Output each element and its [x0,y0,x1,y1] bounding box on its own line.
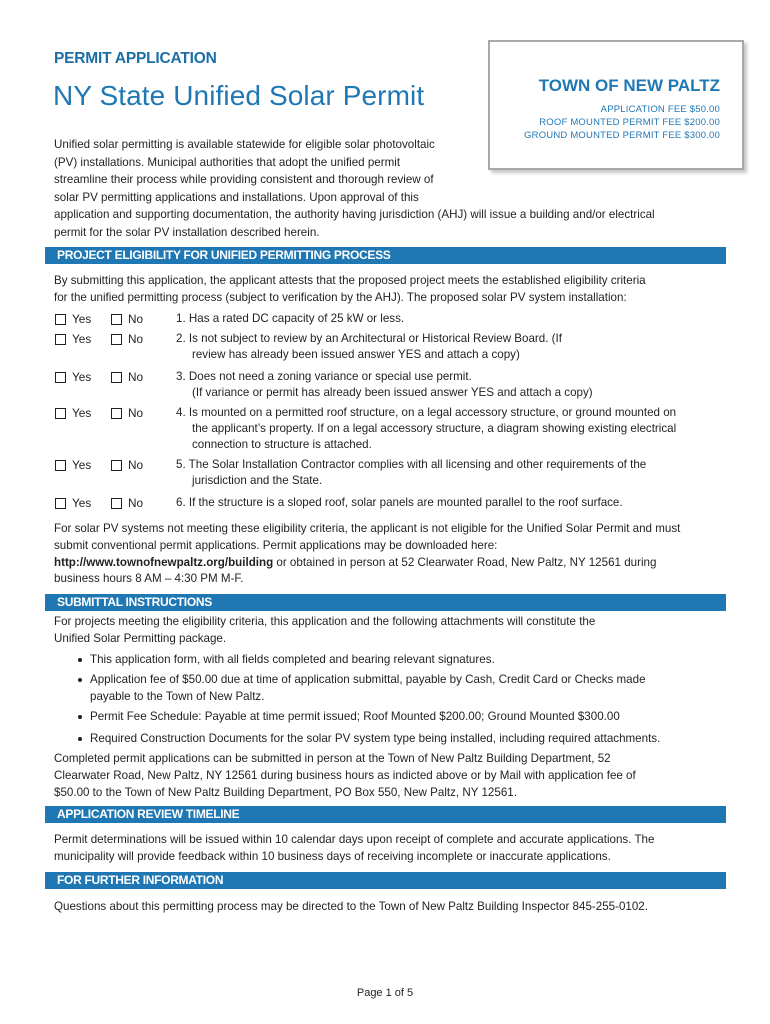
eligibility-heading: PROJECT ELIGIBILITY FOR UNIFIED PERMITTING PROCESS [45,247,726,264]
checkbox[interactable] [111,460,122,471]
list-item-text: This application form, with all fields completed and bearing relevant signatures. [90,653,495,666]
submittal-intro [54,614,734,648]
checkbox[interactable] [111,372,122,383]
intro-line: streamline their process while providing consistent and thorough review of [54,173,434,187]
criterion-1-yes[interactable] [55,312,91,326]
no-label: No [128,496,144,510]
bullet-icon [78,658,82,662]
intro-line: (PV) installations. Municipal authorities that adopt the unified permit [54,155,401,169]
yes-label: Yes [72,332,92,346]
business-hours: business hours 8 AM – 4:30 PM M-F. [54,572,244,586]
submittal-closing-line: Completed permit applications can be submitted in person at the Town of New Paltz Building Department, 52 [54,752,611,765]
criterion-4 [176,405,676,453]
checkbox[interactable] [111,334,122,345]
submittal-closing-line: $50.00 to the Town of New Paltz Building Department, PO Box 550, New Paltz, NY 12561. [54,785,517,799]
criterion-1-no[interactable] [111,312,143,326]
list-item [78,709,620,726]
info-text: Questions about this permitting process may be directed to the Town of New Paltz Building Inspector 845-255-0102. [54,900,648,913]
list-item-text: Permit Fee Schedule: Payable at time permit issued; Roof Mounted $200.00; Ground Mounted $300.00 [90,710,620,723]
intro-line: solar PV permitting applications and installations. Upon approval of this [54,190,419,204]
checkbox[interactable] [55,334,66,345]
town-name: TOWN OF NEW PALTZ [538,76,720,95]
checkbox[interactable] [55,408,66,419]
download-link[interactable]: http://www.townofnewpaltz.org/building [54,555,274,569]
bullet-icon [78,678,82,682]
criterion-text: 3. Does not need a zoning variance or special use permit. [176,370,472,383]
criterion-2-yes[interactable] [55,332,91,346]
list-item-text: Required Construction Documents for the solar PV system type being installed, including required attachments. [90,732,661,745]
yes-label: Yes [72,370,92,384]
criterion-text: jurisdiction and the State. [192,474,323,487]
ground-mounted-fee: GROUND MOUNTED PERMIT FEE $300.00 [524,130,720,141]
timeline-line: Permit determinations will be issued within 10 calendar days upon receipt of complete and accurate applications. The [54,833,655,846]
yes-label: Yes [72,496,92,510]
eligibility-intro-line: for the unified permitting process (subject to verification by the AHJ). The proposed solar PV system installation: [54,290,627,304]
criterion-text: 6. If the structure is a sloped roof, solar panels are mounted parallel to the roof surface. [176,496,623,509]
checkbox[interactable] [111,314,122,325]
submittal-intro-line: For projects meeting the eligibility criteria, this application and the following attachments will constitute the [54,615,596,628]
criterion-2-no[interactable] [111,332,143,346]
checkbox[interactable] [55,460,66,471]
download-line [54,555,734,572]
submittal-intro-line: Unified Solar Permitting package. [54,631,227,645]
eligibility-intro [54,273,734,307]
yes-label: Yes [72,458,92,472]
criterion-3 [176,369,593,401]
criterion-2 [176,331,562,363]
doc-kicker: PERMIT APPLICATION [54,50,217,67]
criterion-text: review has already been issued answer YES and attach a copy) [192,348,520,361]
intro-line: permit for the solar PV installation described herein. [54,225,320,239]
criterion-3-yes[interactable] [55,370,91,384]
list-item-text: payable to the Town of New Paltz. [90,689,265,703]
criterion-1 [176,311,404,327]
eligibility-intro-line: By submitting this application, the applicant attests that the proposed project meets the established eligibility criteria [54,274,646,287]
intro-line: application and supporting documentation, the authority having jurisdiction (AHJ) will issue a building and/or electrical [54,208,655,222]
intro-paragraph [54,136,704,242]
criterion-6-yes[interactable] [55,496,91,510]
checkbox[interactable] [55,314,66,325]
submittal-closing-line: Clearwater Road, New Paltz, NY 12561 during business hours as indicted above or by Mail with application fee of [54,768,636,782]
criterion-6-no[interactable] [111,496,143,510]
list-item-text: Application fee of $50.00 due at time of application submittal, payable by Cash, Credit Card or Checks made [90,673,646,686]
submittal-closing [54,751,734,801]
info-heading: FOR FURTHER INFORMATION [45,872,726,889]
no-label: No [128,312,144,326]
criterion-5 [176,457,646,489]
no-label: No [128,406,144,420]
criterion-text: 1. Has a rated DC capacity of 25 kW or less. [176,312,405,325]
checkbox[interactable] [111,408,122,419]
no-label: No [128,370,144,384]
criterion-text: (If variance or permit has already been issued answer YES and attach a copy) [192,386,593,399]
criterion-text: 5. The Solar Installation Contractor complies with all licensing and other requirements of the [176,458,647,471]
checkbox[interactable] [55,372,66,383]
list-item [78,672,646,706]
not-eligible-paragraph [54,521,734,588]
yes-label: Yes [72,312,92,326]
timeline-paragraph [54,832,734,866]
checkbox[interactable] [55,498,66,509]
bullet-icon [78,737,82,741]
roof-mounted-fee: ROOF MOUNTED PERMIT FEE $200.00 [539,117,720,128]
bullet-icon [78,715,82,719]
page-title: NY State Unified Solar Permit [53,80,425,111]
not-eligible-line: For solar PV systems not meeting these eligibility criteria, the applicant is not eligible for the Unified Solar Permit and must [54,522,681,535]
criterion-5-no[interactable] [111,458,143,472]
not-eligible-line: submit conventional permit applications. Permit applications may be downloaded here: [54,538,498,552]
criterion-6 [176,495,623,511]
criterion-text: 4. Is mounted on a permitted roof structure, on a legal accessory structure, or ground mounted on [176,406,677,419]
list-item [78,731,660,748]
criterion-5-yes[interactable] [55,458,91,472]
criterion-text: 2. Is not subject to review by an Architectural or Historical Review Board. (If [176,332,562,345]
list-item [78,652,495,669]
criterion-4-no[interactable] [111,406,143,420]
info-paragraph [54,899,734,916]
application-fee: APPLICATION FEE $50.00 [600,104,720,115]
page-number: Page 1 of 5 [356,987,414,999]
timeline-line: municipality will provide feedback within 10 business days of receiving incomplete or inaccurate applications. [54,849,611,863]
criterion-text: connection to structure is attached. [192,438,372,451]
intro-line: Unified solar permitting is available statewide for eligible solar photovoltaic [54,138,435,151]
checkbox[interactable] [111,498,122,509]
criterion-3-no[interactable] [111,370,143,384]
criterion-text: the applicant’s property. If on a legal accessory structure, a diagram showing existing electrical [192,422,677,435]
no-label: No [128,458,144,472]
criterion-4-yes[interactable] [55,406,91,420]
timeline-heading: APPLICATION REVIEW TIMELINE [45,806,726,823]
yes-label: Yes [72,406,92,420]
download-rest: or obtained in person at 52 Clearwater Road, New Paltz, NY 12561 during [273,555,657,569]
no-label: No [128,332,144,346]
submittal-heading: SUBMITTAL INSTRUCTIONS [45,594,726,611]
